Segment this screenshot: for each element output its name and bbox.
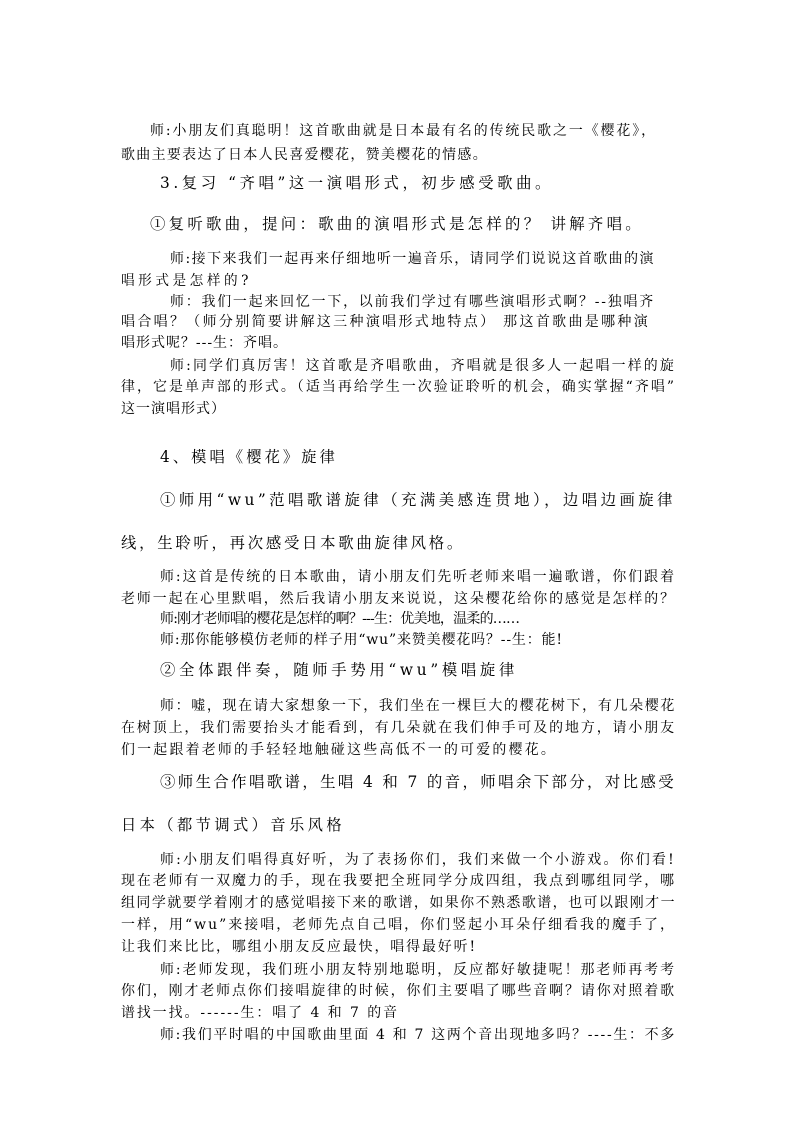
text-line: 歌曲主要表达了日本人民喜爱樱花，赞美樱花的情感。 xyxy=(121,147,488,163)
text-line: 师:小朋友们唱得真好听，为了表扬你们，我们来做一个小游戏。你们看! xyxy=(160,852,676,868)
text-line: 老师一起在心里默唱，然后我请小朋友来说说，这朵樱花给你的感觉是怎样的？ xyxy=(121,591,676,607)
section-heading: 3.复习 “齐唱”这一演唱形式，初步感受歌曲。 xyxy=(160,174,554,192)
step-heading: 线，生聆听，再次感受日本歌曲旋律风格。 xyxy=(121,534,465,552)
text-line: 师:那你能够模仿老师的样子用“wu”来赞美樱花吗？--生：能! xyxy=(160,632,563,648)
step-heading: ③师生合作唱歌谱，生唱 4 和 7 的音，师唱余下部分，对比感受 xyxy=(160,773,676,791)
text-line: 唱形式是怎样的? xyxy=(121,273,252,289)
step-heading: ②全体跟伴奏，随师手势用“wu”模唱旋律 xyxy=(160,661,518,679)
text-line: 师:小朋友们真聪明！这首歌曲就是日本最有名的传统民歌之一《樱花》， xyxy=(150,123,657,139)
text-line: 让我们来比比，哪组小朋友反应最快，唱得最好听! xyxy=(121,939,477,955)
text-line: 组同学就要学着刚才的感觉唱接下来的歌谱，如果你不熟悉歌谱，也可以跟刚才一 xyxy=(121,895,676,911)
step-heading: 日本（都节调式）音乐风格 xyxy=(121,816,345,834)
text-line: 唱形式呢？---生：齐唱。 xyxy=(121,335,288,351)
text-line: 师:老师发现，我们班小朋友特别地聪明，反应都好敏捷呢！那老师再考考 xyxy=(160,962,676,978)
section-heading: 4、模唱《樱花》旋律 xyxy=(160,448,338,466)
text-line: 师:刚才老师唱的樱花是怎样的啊？---生：优美地，温柔的…… xyxy=(160,611,520,627)
text-line: 你们，刚才老师点你们接唱旋律的时候，你们主要唱了哪些音啊？请你对照着歌 xyxy=(121,983,676,999)
text-line: 师：我们一起来回忆一下，以前我们学过有哪些演唱形式啊？--独唱齐 xyxy=(170,294,655,310)
text-line: 唱合唱？（师分别简要讲解这三种演唱形式地特点） 那这首歌曲是哪种演 xyxy=(121,314,651,330)
text-line: 一样，用“wu”来接唱，老师先点自己唱，你们竖起小耳朵仔细看我的魔手了， xyxy=(121,917,676,933)
text-line: 们一起跟着老师的手轻轻地触碰这些高低不一的可爱的樱花。 xyxy=(121,742,557,758)
step-heading: ①师用“wu”范唱歌谱旋律（充满美感连贯地），边唱边画旋律 xyxy=(160,491,676,509)
text-line: 律，它是单声部的形式。（适当再给学生一次验证聆听的机会，确实掌握“齐唱” xyxy=(121,379,676,395)
text-line: 师：嘘，现在请大家想象一下，我们坐在一棵巨大的樱花树下，有几朵樱花 xyxy=(160,698,676,714)
text-line: 这一演唱形式） xyxy=(121,401,226,417)
text-line: 师:我们平时唱的中国歌曲里面 4 和 7 这两个音出现地多吗？----生：不多 xyxy=(160,1027,676,1043)
text-line: 师:同学们真厉害！这首歌是齐唱歌曲，齐唱就是很多人一起唱一样的旋 xyxy=(170,358,676,374)
text-line: 师:接下来我们一起再来仔细地听一遍音乐，请同学们说说这首歌曲的演 xyxy=(170,251,655,267)
text-line: 谱找一找。------生：唱了 4 和 7 的音 xyxy=(121,1005,399,1021)
text-line: 师:这首是传统的日本歌曲，请小朋友们先听老师来唱一遍歌谱，你们跟着 xyxy=(160,569,676,585)
text-line: 在树顶上，我们需要抬头才能看到，有几朵就在我们伸手可及的地方，请小朋友 xyxy=(121,720,676,736)
text-line: 现在老师有一双魔力的手，现在我要把全班同学分成四组，我点到哪组同学，哪 xyxy=(121,873,676,889)
step-heading: ①复听歌曲，提问：歌曲的演唱形式是怎样的？ 讲解齐唱。 xyxy=(150,215,644,233)
